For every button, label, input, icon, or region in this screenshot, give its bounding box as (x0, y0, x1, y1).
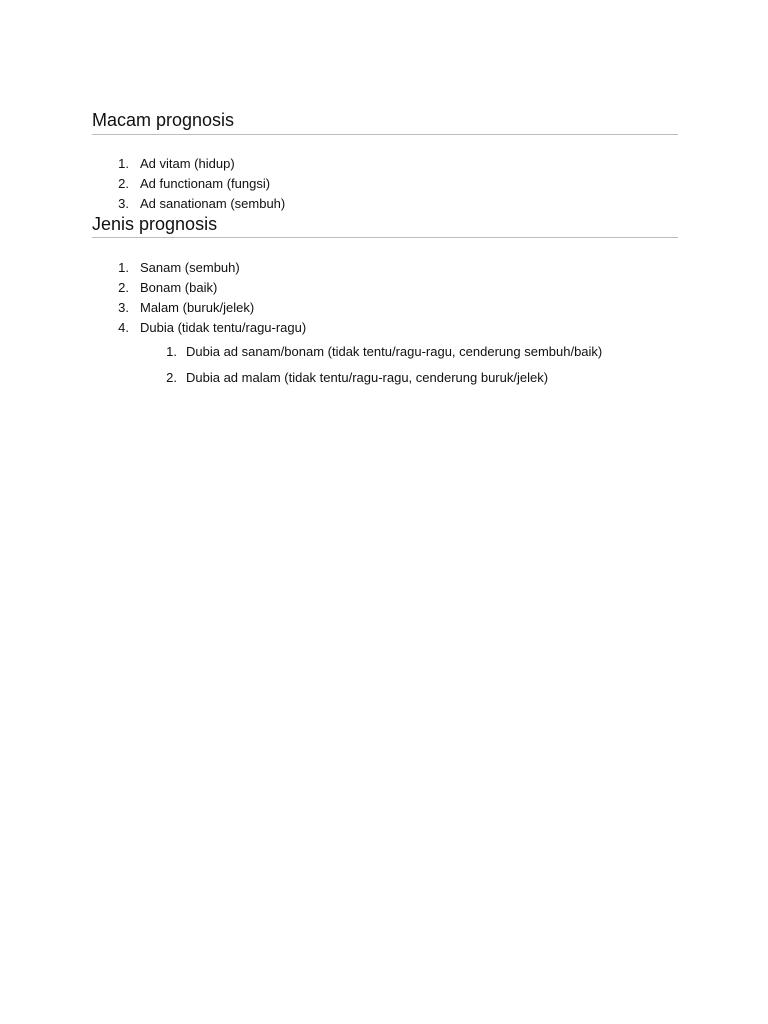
section-title-jenis-prognosis: Jenis prognosis (92, 214, 218, 234)
section-divider (92, 237, 678, 238)
list-item-number: 4. (118, 320, 129, 335)
list-item-number: 2. (118, 280, 129, 295)
list-item-text: Bonam (baik) (140, 280, 218, 295)
list-item-text: Ad sanationam (sembuh) (140, 196, 286, 211)
list-item-text: Sanam (sembuh) (140, 260, 240, 275)
list-item-number: 3. (118, 300, 129, 315)
list-item-text: Dubia (tidak tentu/ragu-ragu) (140, 320, 307, 335)
list-item-number: 1. (118, 156, 129, 171)
list-item-text: Ad functionam (fungsi) (140, 176, 271, 191)
sub-list-item-text: Dubia ad sanam/bonam (tidak tentu/ragu-ragu, cenderung sembuh/baik) (186, 344, 603, 359)
list-item-number: 3. (118, 196, 129, 211)
sub-list-item-text: Dubia ad malam (tidak tentu/ragu-ragu, cenderung buruk/jelek) (186, 370, 549, 385)
sub-list-item-number: 2. (166, 370, 177, 385)
list-item-text: Malam (buruk/jelek) (140, 300, 255, 315)
list-item-number: 1. (118, 260, 129, 275)
sub-list-item-number: 1. (166, 344, 177, 359)
list-item-text: Ad vitam (hidup) (140, 156, 235, 171)
section-divider (92, 134, 678, 135)
section-title-macam-prognosis: Macam prognosis (92, 110, 235, 130)
list-item-number: 2. (118, 176, 129, 191)
